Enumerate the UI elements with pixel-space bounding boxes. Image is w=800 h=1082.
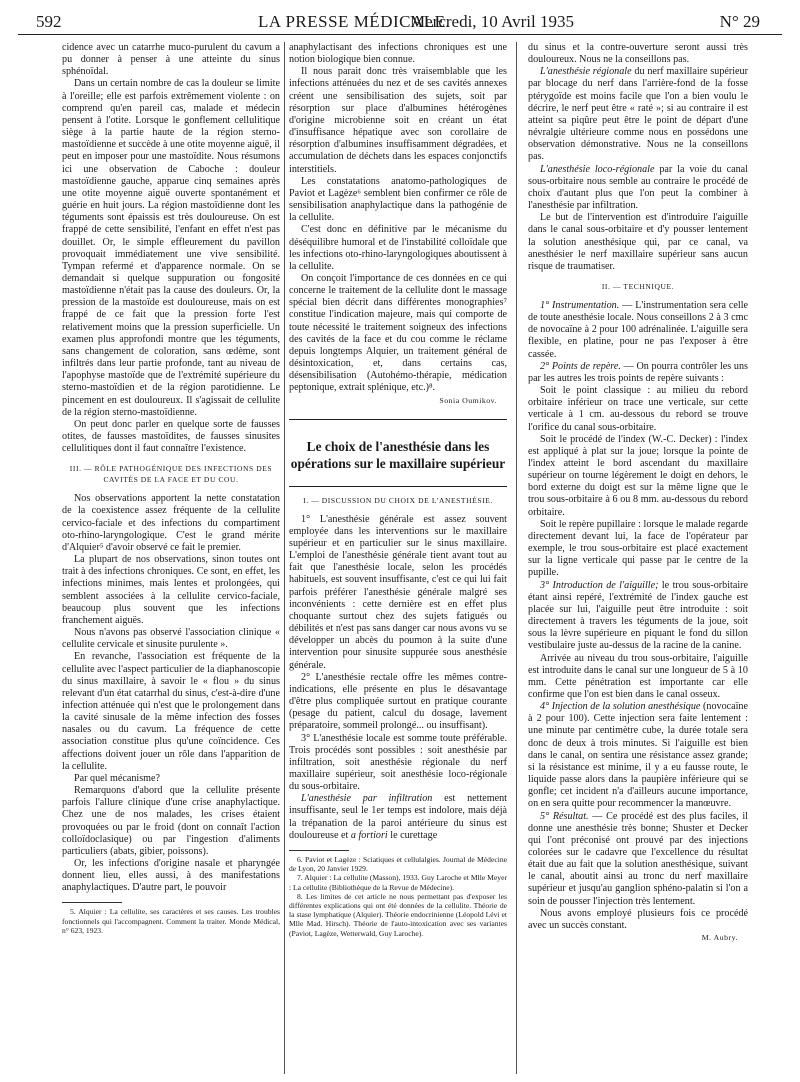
text: — On pourra contrôler les uns par les autres les trois points de repère suivants :	[528, 360, 748, 384]
page-header	[18, 10, 782, 35]
footnote-rule	[289, 850, 349, 851]
emphasis: 3° Introduction de l'aiguille;	[540, 579, 659, 591]
footnote: 7. Alquier : La cellulite (Masson), 1933. Guy Laroche et Mlle Meyer : La cellulite (Bibliothèque de la Revue de Médecine).	[289, 873, 507, 892]
footnote: 8. Les limites de cet article ne nous permettant pas d'exposer les différentes explications qui ont été données de la cellulite. Théorie de la stase lymphatique (Alquier). Théorie endocrinienne (Léopold Lévi et Mlle Mad. Hirsch). Théorie de l'auto-intoxication avec ses variantes (Paviot, Lagèze, Wetterwald, Guy Laroche).	[289, 891, 507, 938]
paragraph: Or, les infections d'origine nasale et pharyngée donnent lieu, elles aussi, à des manifestations anaphylactiques. D'autre part, le pouvoir	[62, 858, 280, 894]
paragraph: Arrivée au niveau du trou sous-orbitaire, l'aiguille est introduite dans le canal sur une longueur de 5 à 10 mm. Cette pénétration est importante car elle confirme que l'on est bien dans le canal osseux.	[528, 652, 748, 700]
column-divider	[284, 42, 285, 1074]
paragraph: Nous avons employé plusieurs fois ce procédé avec un succès constant.	[528, 907, 748, 931]
issue-number: N° 29	[719, 12, 760, 31]
paragraph	[289, 793, 507, 842]
paragraph	[528, 66, 748, 163]
text: — Ce procédé est des plus faciles, il donne une anesthésie très bonne; Shuster et Decker qui l'ont préconisé ont prouvé par des injections colorées sur le cadavre que l'excellence du résultat était due au fait que la solution anesthésique, suivant le canal, aboutit ainsi au tronc du nerf maxillaire supérieur et jusqu'au ganglion sphéno-palatin si l'on a soin de pousser l'injection très lentement.	[528, 810, 748, 907]
paragraph	[528, 701, 748, 810]
text: le trou sous-orbitaire étant ainsi repéré, l'extrémité de l'index gauche est placée sur lui, l'aiguille peut être introduite : soit directement à travers les téguments de la joue, soit sous la lèvre supérieure en piquant le fond du sillon vestibulaire juste au-dessus de la racine de la canine.	[528, 579, 748, 652]
column-2	[289, 42, 507, 938]
paragraph: du sinus et la contre-ouverture seront aussi très douloureux. Nous ne la conseillons pas.	[528, 42, 748, 66]
emphasis: 4° Injection de la solution anesthésique	[540, 701, 701, 713]
emphasis: 1° Instrumentation.	[540, 299, 620, 311]
issue-date: Mercredi, 10 Avril 1935	[410, 12, 574, 31]
paragraph: anaphylactisant des infections chroniques est une notion biologique bien connue.	[289, 42, 507, 66]
author-signature: Sonia Oumikov.	[439, 395, 497, 405]
column-3	[528, 42, 748, 944]
paragraph: On peut donc parler en quelque sorte de fausses otites, de fausses mastoïdites, de fausses sinusites cellulitiques dont il faut connaître l'existence.	[62, 418, 280, 455]
emphasis: L'anesthésie loco-régionale	[540, 163, 655, 175]
section-heading: II. — TECHNIQUE.	[601, 281, 675, 291]
paragraph: Il nous parait donc très vraisemblable que les infections atténuées du nez et de ses cavités annexes créent une sensibilisation des sujets, soit par résorption sur place d'albumines hétérogènes d'origine microbienne soit en créant un état d'insuffisance hépatique avec son corollaire de résorption d'albumines insuffisamment dégradées, et accumulation de déchets dans les espaces conjonctifs interstitiels.	[289, 66, 507, 175]
paragraph: 1° L'anesthésie générale est assez souvent employée dans les interventions sur le maxillaire supérieur et en particulier sur le sinus maxillaire. L'emploi de l'anesthésie générale tient avant tout au fait que l'anesthésie locale, selon les procédés habituels, est souvent insuffisante, c'est ce qui lui fait parfois préférer l'anesthésie générale malgré ses inconvénients : cette dernière est en effet plus choquante surtout chez des sujets fatigués ou débilités et n'est pas sans danger car nous avons vu se développer un abcès du poumon à la suite d'une intervention pour sinusite suppurée sous anesthésie générale.	[289, 513, 507, 671]
paragraph: 3° L'anesthésie locale est somme toute préférable. Trois procédés sont possibles : soit anesthésie par infiltration, soit anesthésie régionale du nerf maxillaire supérieur, soit anesthésie loco-régionale du sous-orbitaire.	[289, 732, 507, 793]
column-1	[62, 42, 280, 935]
text: par la voie du canal sous-orbitaire nous semble au contraire le procédé de choix d'autant plus que l'on peut la combiner à l'anesthésie par infiltration.	[528, 163, 748, 212]
text: (novocaïne à 2 pour 100). Cette injection sera faite lentement : une minute par centimètre cube, la durée totale sera donc de deux à trois minutes. Si l'aiguille est bien dans le canal, on sentira une résistance assez grande; si la résistance est minime, il y a eu fausse route, le liquide passe alors dans la paupière inférieure qui se gonfle; cet incident n'a d'ailleurs aucune importance, on en sera quitte pour recommencer la manœuvre.	[528, 701, 748, 810]
paragraph: 2° L'anesthésie rectale offre les mêmes contre-indications, elle présente en plus le désavantage d'être plus compliquée surtout en pratique courante (pesage du patient, calcul du dosage, lavement préparatoire, sommeil prolongé... ou insuffisant).	[289, 671, 507, 732]
author-signature: M. Aubry.	[701, 933, 738, 943]
paragraph: Soit le point classique : au milieu du rebord orbitaire inférieur on trace une verticale, sur cette verticale à 1 cm. au-dessous du rebord se trouve l'orifice du canal sous-orbitaire.	[528, 385, 748, 433]
paragraph: Par quel mécanisme?	[74, 772, 161, 784]
section-heading: III. — RÔLE PATHOGÉNIQUE DES INFECTIONS DES CAVITÉS DE LA FACE ET DU COU.	[69, 464, 273, 485]
paragraph: Les constatations anatomo-pathologiques de Paviot et Lagèze⁶ semblent bien confirmer ce rôle de sensibilisation anaphylactique dans la pathogénie de la cellulite.	[289, 175, 507, 224]
paragraph: Le but de l'intervention est d'introduire l'aiguille dans le canal sous-orbitaire et d'y pousser lentement la solution anesthésique qui, par ce canal, va anesthésier le nerf maxillaire supérieur sans aucun risque de traumatiser.	[528, 212, 748, 272]
column-divider	[516, 42, 517, 1074]
page-number: 592	[36, 12, 62, 31]
paragraph: En revanche, l'association est fréquente de la cellulite avec l'aspect particulier de la diaphanoscopie du sinus maxillaire, à savoir le « flou » du sinus relevant d'un état catarrhal du sinus, c'est-à-dire d'une infection atténuée qui n'est que le prolongement dans la cavité sinusale de la même infection des fosses nasales ou du cavum. La fréquence de cette association constitue plus qu'une coïncidence. Ces affections doivent jouer un rôle dans l'apparition de la cellulite.	[62, 651, 280, 772]
journal-title: LA PRESSE MÉDICALE.	[258, 12, 451, 31]
paragraph	[528, 361, 748, 385]
emphasis: L'anesthésie par infiltration	[301, 793, 433, 805]
emphasis: a fortiori	[350, 829, 388, 841]
paragraph	[528, 580, 748, 653]
paragraph: Nos observations apportent la nette constatation de la coexistence assez fréquente de la cellulite cervico-faciale et des infections du compartiment oto-rhino-laryngologique. C'est le grand mérite d'Alquier⁵ d'avoir observé ce fait le premier.	[62, 493, 280, 553]
section-heading: I. — DISCUSSION DU CHOIX DE L'ANESTHÉSIE.	[303, 495, 493, 505]
paragraph: Nous n'avons pas observé l'association clinique « cellulite cervicale et sinusite purulente ».	[62, 627, 280, 651]
paragraph: Soit le repère pupillaire : lorsque le malade regarde directement devant lui, la face de l'opérateur par exemple, le trou sous-orbitaire est placé exactement sur la ligne verticale qui passe par le centre de la pupille.	[528, 518, 748, 579]
paragraph: Soit le procédé de l'index (W.-C. Decker) : l'index est appliqué à plat sur la joue; lorsque la pointe de l'index atteint le bord ascendant du maxillaire supérieur on tourne légèrement le doigt en dehors, le bord externe du doigt est sur la même ligne que le trou sous-orbitaire à 6 ou 8 mm. au-dessous du rebord orbitaire.	[528, 433, 748, 518]
paragraph: C'est donc en définitive par le mécanisme du déséquilibre humoral et de l'instabilité colloïdale que les infections oto-rhino-laryngologiques aboutissent à la cellulite.	[289, 224, 507, 272]
paragraph	[528, 300, 748, 361]
article-title: Le choix de l'anesthésie dans les opérations sur le maxillaire supérieur	[289, 419, 507, 487]
emphasis: L'anesthésie régionale	[540, 66, 632, 78]
paragraph: On conçoit l'importance de ces données en ce qui concerne le traitement de la cellulite dont le massage spécial bien décrit dans différentes monographies⁷ constitue l'indication majeure, mais qui comporte de toute nécessité le traitement soigneux des infections des cavités de la face et du cou comme le réclame depuis longtemps Alquier, un traitement général de désintoxication, et, dans certains cas, désensibilisation (Autohémo-thérapie, médication peptonique, extrait splénique, etc.)⁸.	[289, 272, 507, 394]
footnote: 5. Alquier : La cellulite, ses caractères et ses causes. Les troubles fonctionnels qui l'accompagnent. Comment la traiter. Monde Médical, n° 623, 1923.	[62, 907, 280, 935]
text: est nettement insuffisante, seul le 1er temps est indolore, mais déjà la trépanation de la paroi antérieure du sinus est douloureuse et	[289, 793, 507, 841]
text: le curettage	[387, 829, 438, 841]
footnote: 6. Paviot et Lagèze : Sciatiques et cellulalgies. Journal de Médecine de Lyon, 20 Janvier 1929.	[289, 854, 507, 874]
emphasis: 5° Résultat.	[540, 810, 589, 822]
text: du nerf maxillaire supérieur par blocage du nerf dans l'arrière-fond de la fosse ptérygoïde est moins facile que l'on a bien voulu le décrire, le nerf peut être « raté »; si au contraire il est atteint sa piqûre peut être le point de départ d'une névralgie ultérieure comme nous en possédons une observation démonstrative. Nous ne la conseillons pas.	[528, 66, 748, 163]
paragraph: cidence avec un catarrhe muco-purulent du cavum a pu donner à penser à une atteinte du sinus sphénoïdal.	[62, 42, 280, 78]
paragraph: Dans un certain nombre de cas la douleur se limite à l'oreille; elle est parfois extrêmement violente : on comprend qu'en pareil cas, malade et médecin pensent à l'otite. Lorsque le gonflement cellulitique siège à la partie haute de la région sterno-mastoïdienne et succède à une otite moyenne aiguë, il peut en imposer pour une mastoïdite. Nous résumons ici une observation de Caboche : douleur mastoïdienne gauche, apparue cinq semaines après une otite moyenne aiguë ouverte spontanément et guérie en huit jours. La région mastoïdienne dont les téguments sont épaissis est très douloureuse. On est frappé de cette sensibilité, l'enfant en effet n'est pas douillet. Or, le simple effleurement du pavillon provoquait immédiatement une vive sensibilité. Tympan refermé et d'apparence normale. On se demandait si quelque suppuration ou fongosité mastoïdienne n'était pas la cause des douleurs. Or, la pression de la mastoïde est douloureuse, mais on est frappé de ce fait que la pression forte l'est relativement moins que la pression superficielle. Un examen plus approfondi montre que les téguments, sans changement de coloration, sans œdème, sont infiltrés dans leur partie profonde, tant au niveau de l'apophyse mastoïde que de l'extrémité supérieure du sterno-mastoïdien et de la région parotidienne. Le pincement en est douloureux. Il s'agissait de cellulite de la région sterno-mastoïdienne.	[62, 78, 280, 418]
paragraph	[528, 811, 748, 908]
paragraph	[528, 164, 748, 213]
paragraph: La plupart de nos observations, sinon toutes ont trait à des infections chroniques. Ce sont, en effet, les infections minimes, mais lentes et prolongées, qui semblent associées à la cellulite cervico-faciale, beaucoup plus souvent que les infections franchement aiguës.	[62, 554, 280, 626]
emphasis: 2° Points de repère.	[540, 360, 621, 372]
paragraph: Remarquons d'abord que la cellulite présente parfois l'allure clinique d'une crise anaphylactique. Chez une de nos malades, les crises étaient provoquées ou par le froid (dont on connaît l'action colloïdoclasique) ou par l'ingestion d'aliments particuliers (abats, gibier, poissons).	[62, 785, 280, 857]
text: — L'instrumentation sera celle de toute anesthésie locale. Nous conseillons 2 à 3 cmc de novocaïne à 2 pour 100 adrénalinée. L'aiguille sera flexible, en platine, pour ne pas l'exposer à être cassée.	[528, 299, 748, 360]
footnote-rule	[62, 902, 122, 903]
